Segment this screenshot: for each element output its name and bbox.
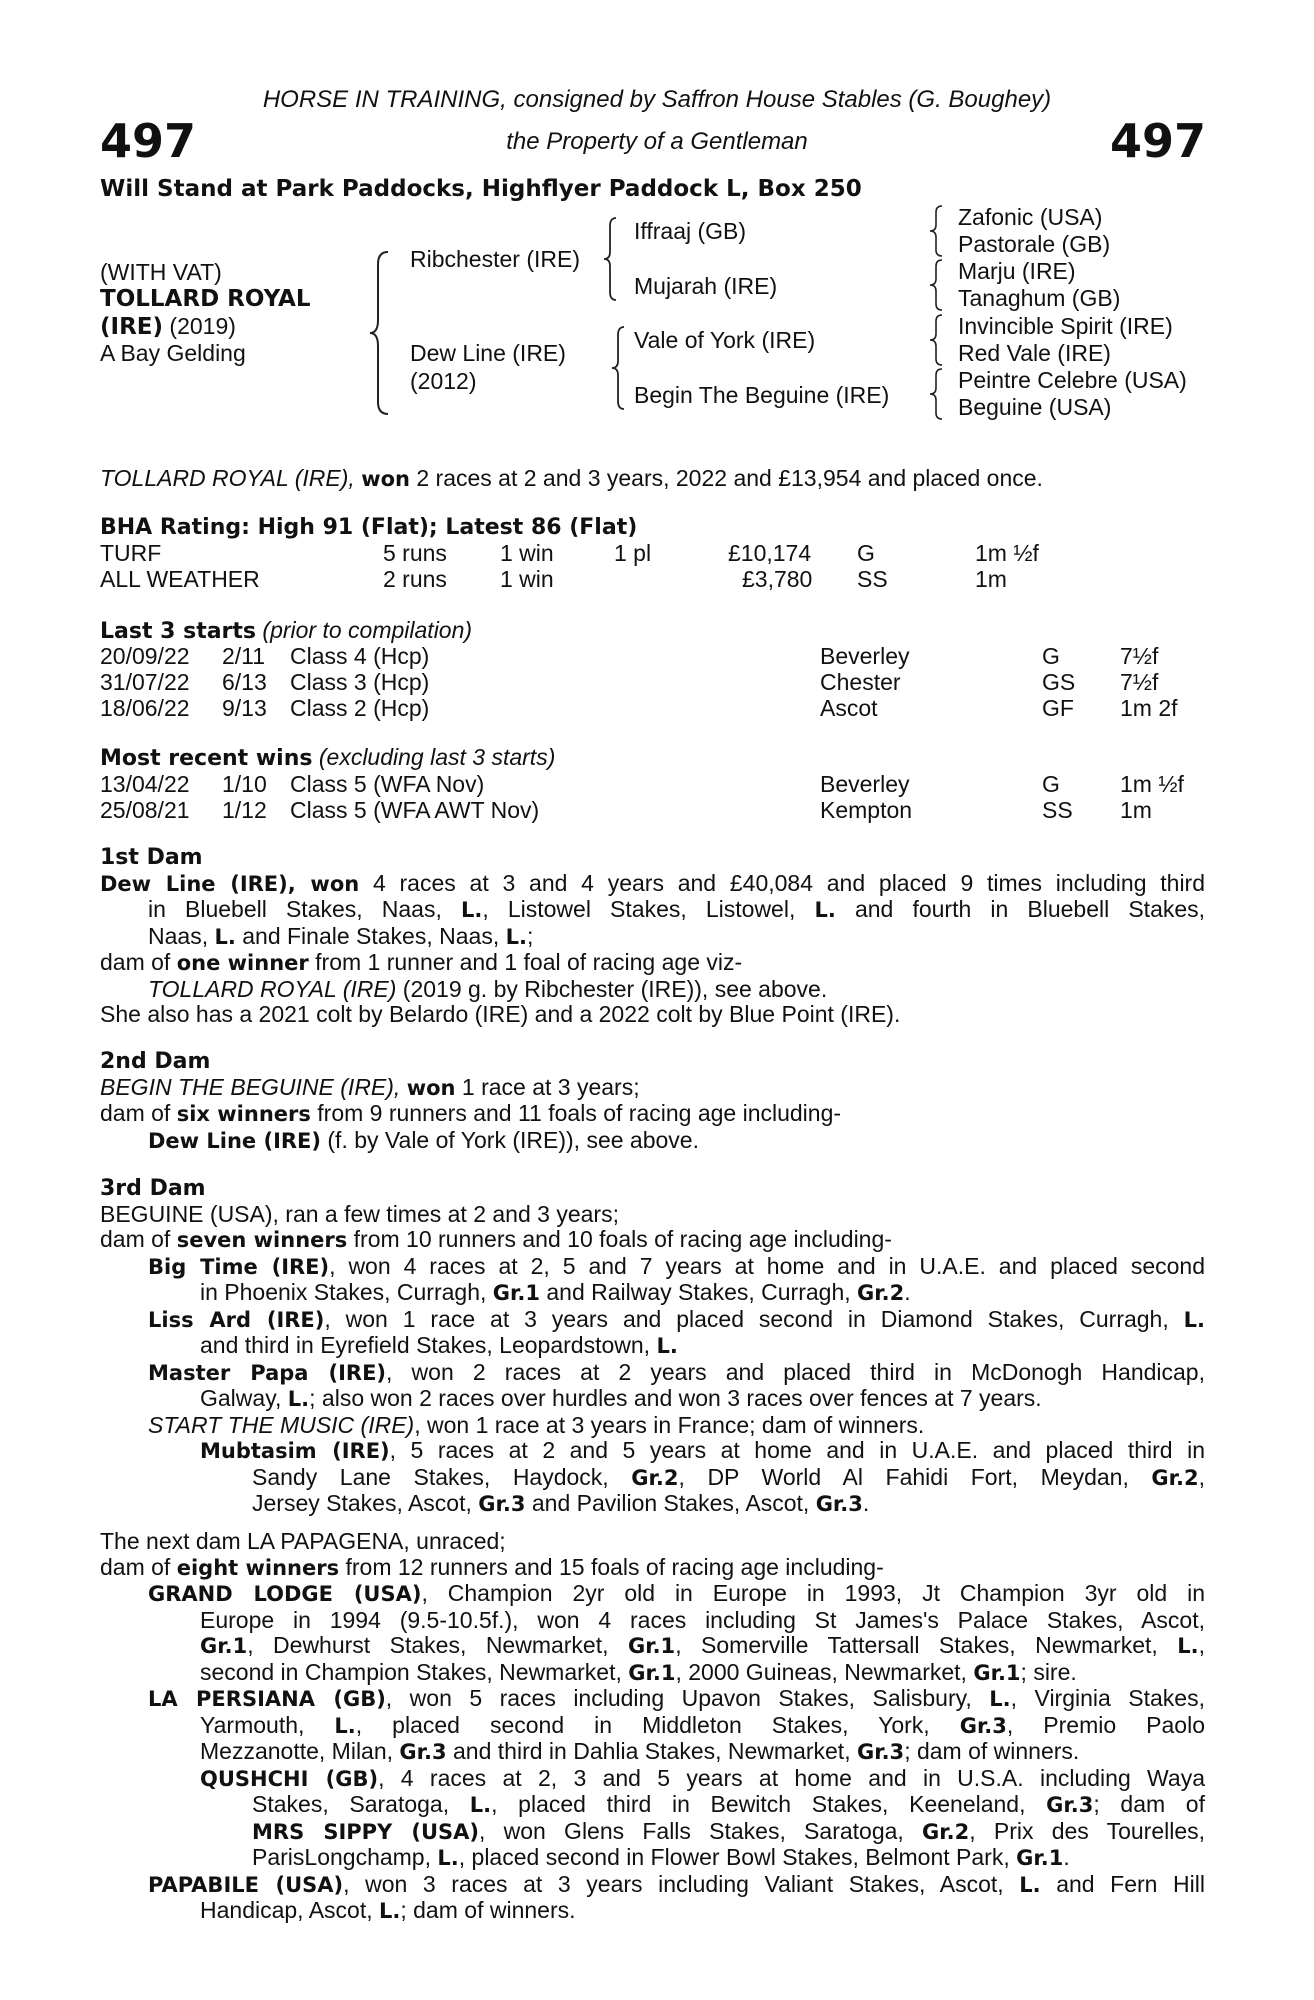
text: from 12 runners and 15 foals of racing age including- <box>345 1553 884 1580</box>
listed-mark: L. <box>469 1793 492 1817</box>
listed-mark: L. <box>214 924 236 949</box>
grandsire-1: Zafonic (USA) <box>958 204 1103 230</box>
progeny-name: LA PERSIANA (GB) <box>148 1687 386 1711</box>
win-course: Kempton <box>820 797 913 823</box>
progeny-name: Liss Ard (IRE) <box>148 1307 325 1332</box>
bha-rating-title: BHA Rating: High 91 (Flat); Latest 86 (Flat) <box>100 515 638 540</box>
text: in Bluebell Stakes, Naas, <box>148 896 442 922</box>
text: and Pavilion Stakes, Ascot, <box>531 1490 810 1516</box>
text: , Listowel Stakes, Listowel, <box>482 896 796 922</box>
la-persiana-line-1 <box>100 1686 1205 1713</box>
group-mark: Gr.1 <box>200 1634 248 1658</box>
start-going: GF <box>1042 695 1074 721</box>
group-mark: Gr.2 <box>1151 1465 1199 1490</box>
group-mark: Gr.2 <box>857 1281 905 1305</box>
text: ; dam of winners. <box>400 1897 576 1923</box>
second-dam-line-1 <box>100 1075 1205 1102</box>
text: and third in Eyrefield Stakes, Leopardstown, <box>200 1332 651 1358</box>
group-mark: Gr.3 <box>856 1740 905 1764</box>
rating-runs: 2 runs <box>383 566 447 592</box>
progeny-name: Master Papa (IRE) <box>148 1360 387 1385</box>
text: Stakes, Saratoga, <box>252 1791 450 1817</box>
first-dam-line-3 <box>100 924 1205 951</box>
win-race: Class 5 (WFA AWT Nov) <box>290 797 540 823</box>
summary-won: won <box>361 467 410 491</box>
papabile-line-2 <box>100 1898 1205 1925</box>
text: , Champion 2yr old in Europe in 1993, Jt Champion 3yr old in <box>421 1580 1205 1606</box>
progeny-name: Dew Line (IRE) <box>148 1128 321 1153</box>
sire-dam: Mujarah (IRE) <box>634 273 778 299</box>
rating-wins: 1 win <box>500 566 554 592</box>
progeny-name: PAPABILE (USA) <box>148 1872 344 1897</box>
listed-mark: L. <box>379 1899 401 1923</box>
horse-year: (2019) <box>169 313 236 339</box>
group-mark: Gr.1 <box>628 1660 676 1685</box>
win-date: 25/08/21 <box>100 797 190 823</box>
start-date: 31/07/22 <box>100 669 190 695</box>
text: and fourth in Bluebell Stakes, <box>854 896 1206 922</box>
text: and Fern Hill <box>1056 1870 1205 1897</box>
lot-number-left: 497 <box>100 114 197 168</box>
first-dam-section <box>100 845 1205 1028</box>
text: ; dam of winners. <box>904 1738 1080 1764</box>
text: (f. by Vale of York (IRE)), see above. <box>327 1126 699 1153</box>
text: dam of <box>100 1100 171 1126</box>
la-persiana-line-3 <box>100 1739 1205 1766</box>
second-dam-won: won <box>406 1075 456 1100</box>
vat-label: (WITH VAT) <box>100 259 222 285</box>
rating-wins: 1 win <box>500 540 554 566</box>
text: , placed second in Middleton Stakes, York, <box>355 1711 930 1738</box>
group-mark: Gr.3 <box>1046 1793 1094 1817</box>
second-dam-line-3 <box>100 1128 1205 1155</box>
first-dam-line-1: Dew Line (IRE), won 4 races at 3 and 4 years and £40,084 and placed 9 times including third <box>100 869 1206 896</box>
text: Galway, <box>200 1385 282 1411</box>
rating-surface: TURF <box>100 540 162 566</box>
grandsire-2: Marju (IRE) <box>958 258 1076 284</box>
grand-lodge-line-4 <box>100 1660 1205 1687</box>
first-dam-name: Dew Line (IRE) <box>100 871 288 896</box>
start-position: 6/13 <box>222 669 267 695</box>
rating-runs: 5 runs <box>383 540 447 566</box>
text: , Prix des Tourelles, <box>969 1817 1206 1844</box>
text: , Somerville Tattersall Stakes, Newmarket, <box>675 1632 1158 1658</box>
group-mark: Gr.1 <box>627 1634 676 1658</box>
master-papa-line-2 <box>100 1386 1205 1413</box>
first-dam-line-6: She also has a 2021 colt by Belardo (IRE) and a 2022 colt by Blue Point (IRE). <box>100 1001 901 1027</box>
rating-distance: 1m ½f <box>975 540 1039 566</box>
text: ; sire. <box>1020 1658 1077 1685</box>
group-mark: Gr.2 <box>631 1465 679 1490</box>
qushchi-line-1 <box>100 1766 1205 1793</box>
lot-number-right: 497 <box>1109 114 1206 168</box>
race-summary <box>100 465 1043 492</box>
sale-title: HORSE IN TRAINING, consigned by Saffron House Stables (G. Boughey) <box>262 86 1052 113</box>
location-line: Will Stand at Park Paddocks, Highflyer Paddock L, Box 250 <box>100 176 862 202</box>
papabile-line-1 <box>100 1872 1205 1899</box>
second-dam-section <box>100 1049 1205 1154</box>
recent-wins-note: (excluding last 3 starts) <box>318 744 556 770</box>
text: from 9 runners and 11 foals of racing age including- <box>317 1100 842 1126</box>
third-dam-line-2 <box>100 1227 1205 1254</box>
text: Sandy Lane Stakes, Haydock, <box>252 1463 609 1490</box>
progeny-name: Big Time (IRE) <box>148 1254 330 1279</box>
pedigree-brace-g3 <box>930 313 946 367</box>
win-course: Beverley <box>820 771 910 797</box>
third-dam-section <box>100 1176 1205 1518</box>
listed-mark: L. <box>460 898 483 922</box>
group-mark: Gr.2 <box>922 1819 970 1844</box>
recent-wins-title: Most recent wins <box>100 746 313 771</box>
sire-sire: Iffraaj (GB) <box>634 218 747 244</box>
text: dam of <box>100 1226 171 1252</box>
start-position: 2/11 <box>222 643 266 669</box>
pedigree-brace-sire <box>604 216 620 302</box>
mubtasim-line-2 <box>100 1465 1205 1492</box>
listed-mark: L. <box>989 1687 1011 1711</box>
dam-year: (2012) <box>410 368 477 394</box>
listed-mark: L. <box>1177 1634 1199 1658</box>
progeny-name: TOLLARD ROYAL (IRE) <box>148 975 397 1002</box>
start-distance: 7½f <box>1120 643 1159 669</box>
group-mark: Gr.3 <box>399 1740 447 1764</box>
listed-mark: L. <box>505 924 527 949</box>
text: . <box>904 1279 911 1305</box>
text: , won 2 races at 2 years and placed third in McDonogh Handicap, <box>386 1358 1205 1385</box>
text: from 1 runner and 1 foal of racing age viz- <box>315 949 743 975</box>
rating-placed: 1 pl <box>614 540 652 566</box>
group-mark: Gr.3 <box>815 1492 863 1516</box>
start-date: 18/06/22 <box>100 695 190 721</box>
text: Yarmouth, <box>200 1711 305 1738</box>
pedigree-brace-dam <box>612 325 628 411</box>
granddam-4: Beguine (USA) <box>958 394 1112 420</box>
text: , 2000 Guineas, Newmarket, <box>675 1658 967 1685</box>
progeny-name: Mubtasim (IRE) <box>200 1439 390 1463</box>
win-position: 1/12 <box>222 797 267 823</box>
text: , 5 races at 2 and 5 years at home and in U.A.E. and placed third in <box>389 1437 1205 1463</box>
winner-count: seven winners <box>176 1228 348 1252</box>
dam-name: Dew Line (IRE) <box>410 340 566 366</box>
first-dam-line-5 <box>100 977 1205 1003</box>
rating-prize: £10,174 <box>728 540 812 566</box>
winner-count: six winners <box>176 1102 311 1126</box>
start-race: Class 2 (Hcp) <box>290 695 430 721</box>
granddam-1: Pastorale (GB) <box>958 231 1111 257</box>
text: (2019 g. by Ribchester (IRE)), see above. <box>402 975 828 1002</box>
la-persiana-line-2 <box>100 1713 1205 1740</box>
text: , Dewhurst Stakes, Newmarket, <box>247 1632 609 1658</box>
text: , won 4 races at 2, 5 and 7 years at home and in U.A.E. and placed second <box>329 1252 1205 1279</box>
sire-name: Ribchester (IRE) <box>410 246 580 272</box>
grand-lodge-line-1 <box>100 1581 1205 1608</box>
text: ; dam of <box>1093 1791 1205 1817</box>
start-course: Beverley <box>820 643 910 669</box>
first-dam-heading: 1st Dam <box>100 845 203 870</box>
text: , won 1 race at 3 years in France; dam of winners. <box>414 1411 925 1438</box>
text: and third in Dahlia Stakes, Newmarket, <box>453 1738 851 1764</box>
start-distance: 7½f <box>1120 669 1159 695</box>
rating-distance: 1m <box>975 566 1007 592</box>
summary-horse-name: TOLLARD ROYAL (IRE), <box>100 465 355 491</box>
text: in Phoenix Stakes, Curragh, <box>200 1279 487 1305</box>
text: ; also won 2 races over hurdles and won 3 races over fences at 7 years. <box>309 1385 1042 1411</box>
mrs-sippy-line-1 <box>100 1819 1205 1846</box>
win-position: 1/10 <box>222 771 267 797</box>
text: , 4 races at 2, 3 and 5 years at home and in U.S.A. including Waya <box>378 1764 1205 1791</box>
grandsire-4: Peintre Celebre (USA) <box>958 367 1187 393</box>
listed-mark: L. <box>334 1713 356 1738</box>
win-going: G <box>1042 771 1060 797</box>
horse-description: A Bay Gelding <box>100 340 246 366</box>
win-distance: 1m <box>1120 797 1152 823</box>
start-distance: 1m 2f <box>1120 695 1178 721</box>
listed-mark: L. <box>287 1387 310 1411</box>
text: , Premio Paolo <box>1006 1711 1205 1738</box>
text: Jersey Stakes, Ascot, <box>252 1490 472 1516</box>
progeny-name: MRS SIPPY (USA) <box>252 1819 480 1844</box>
sale-subtitle: the Property of a Gentleman <box>506 128 808 155</box>
listed-mark: L. <box>656 1334 678 1358</box>
text: Naas, <box>148 922 209 949</box>
start-race: Class 4 (Hcp) <box>290 643 430 669</box>
last-starts-title: Last 3 starts <box>100 619 257 644</box>
second-dam-heading: 2nd Dam <box>100 1049 211 1074</box>
text: , DP World Al Fahidi Fort, Meydan, <box>678 1463 1129 1490</box>
group-mark: Gr.1 <box>492 1281 540 1305</box>
winner-count: one winner <box>176 951 309 975</box>
last-starts-heading <box>100 617 472 644</box>
first-dam-line-4 <box>100 950 1205 977</box>
next-dam-section <box>100 1529 1205 1925</box>
master-papa-line-1 <box>100 1360 1205 1387</box>
horse-name-suffix-line <box>100 313 236 340</box>
last-starts-note: (prior to compilation) <box>262 617 473 643</box>
start-going: G <box>1042 643 1060 669</box>
progeny-name: START THE MUSIC (IRE) <box>148 1411 415 1438</box>
win-race: Class 5 (WFA Nov) <box>290 771 485 797</box>
first-dam-text: 4 races at 3 and 4 years and £40,084 and placed 9 times including third <box>372 869 1206 896</box>
text: and Finale Stakes, Naas, <box>242 922 500 949</box>
third-dam-heading: 3rd Dam <box>100 1176 206 1201</box>
text: . <box>862 1490 870 1516</box>
liss-ard-line-2 <box>100 1333 1205 1360</box>
text: , won 5 races including Upavon Stakes, Salisbury, <box>385 1685 972 1711</box>
pedigree-brace-main <box>370 250 394 416</box>
liss-ard-line-1 <box>100 1307 1205 1334</box>
listed-mark: L. <box>814 898 836 922</box>
text: , won Glens Falls Stakes, Saratoga, <box>479 1817 904 1844</box>
start-course: Ascot <box>820 695 878 721</box>
start-position: 9/13 <box>222 695 267 721</box>
text: , won 3 races at 3 years including Valiant Stakes, Ascot, <box>343 1870 1004 1897</box>
qushchi-line-2 <box>100 1792 1205 1819</box>
start-the-music-line <box>100 1413 1205 1439</box>
group-mark: Gr.1 <box>1016 1846 1064 1870</box>
text: 1 race at 3 years; <box>461 1073 640 1100</box>
pedigree-brace-g1 <box>930 204 946 258</box>
big-time-line-2 <box>100 1280 1205 1307</box>
group-mark: Gr.3 <box>959 1713 1007 1738</box>
progeny-name: QUSHCHI (GB) <box>200 1766 379 1791</box>
granddam-3: Red Vale (IRE) <box>958 340 1111 366</box>
win-date: 13/04/22 <box>100 771 190 797</box>
text: Mezzanotte, Milan, <box>200 1738 394 1764</box>
progeny-name: GRAND LODGE (USA) <box>148 1582 422 1606</box>
rating-going: SS <box>857 566 888 592</box>
rating-surface: ALL WEATHER <box>100 566 260 592</box>
grand-lodge-line-3 <box>100 1633 1205 1660</box>
text: dam of <box>100 1553 171 1580</box>
horse-name: TOLLARD ROYAL <box>100 286 311 312</box>
mrs-sippy-line-2 <box>100 1845 1205 1872</box>
text: Handicap, Ascot, <box>200 1897 373 1923</box>
text: ; <box>526 922 534 949</box>
listed-mark: L. <box>1183 1307 1206 1332</box>
text: dam of <box>100 949 171 975</box>
text: and Railway Stakes, Curragh, <box>546 1279 851 1305</box>
start-race: Class 3 (Hcp) <box>290 669 430 695</box>
pedigree-brace-g4 <box>930 367 946 421</box>
first-dam-won: won <box>310 871 360 896</box>
next-dam-line-2 <box>100 1555 1205 1582</box>
text: . <box>1063 1844 1070 1870</box>
text: second in Champion Stakes, Newmarket, <box>200 1658 622 1685</box>
text: , Virginia Stakes, <box>1010 1685 1205 1711</box>
granddam-2: Tanaghum (GB) <box>958 285 1121 311</box>
second-dam-name: BEGIN THE BEGUINE (IRE), <box>100 1073 401 1100</box>
horse-country: (IRE) <box>100 314 164 340</box>
recent-wins-heading <box>100 744 555 771</box>
text: , <box>1198 1632 1206 1658</box>
listed-mark: L. <box>1019 1872 1041 1897</box>
grand-lodge-line-2: Europe in 1994 (9.5-10.5f.), won 4 races including St James's Palace Stakes, Ascot, <box>200 1606 1205 1633</box>
group-mark: Gr.3 <box>478 1492 526 1516</box>
text: , won 1 race at 3 years and placed second in Diamond Stakes, Curragh, <box>324 1305 1169 1332</box>
pedigree-brace-g2 <box>930 258 946 312</box>
next-dam-line-1: The next dam LA PAPAGENA, unraced; <box>100 1528 506 1554</box>
first-dam-line-2 <box>100 897 1205 924</box>
text: , <box>1198 1463 1206 1490</box>
group-mark: Gr.1 <box>973 1660 1021 1685</box>
third-dam-line-1: BEGUINE (USA), ran a few times at 2 and 3 years; <box>100 1200 619 1227</box>
win-distance: 1m ½f <box>1120 771 1184 797</box>
listed-mark: L. <box>437 1846 459 1870</box>
text: ParisLongchamp, <box>252 1844 431 1870</box>
start-date: 20/09/22 <box>100 643 190 669</box>
big-time-line-1 <box>100 1254 1205 1281</box>
summary-text: 2 races at 2 and 3 years, 2022 and £13,954 and placed once. <box>416 465 1043 491</box>
mubtasim-line-3 <box>100 1491 1205 1518</box>
dam-sire: Vale of York (IRE) <box>634 327 816 353</box>
start-course: Chester <box>820 669 901 695</box>
mubtasim-line-1 <box>100 1438 1205 1465</box>
dam-dam: Begin The Beguine (IRE) <box>634 382 890 408</box>
grandsire-3: Invincible Spirit (IRE) <box>958 313 1173 339</box>
rating-going: G <box>857 540 875 566</box>
rating-prize: £3,780 <box>742 566 813 592</box>
second-dam-line-2 <box>100 1101 1205 1128</box>
text: from 10 runners and 10 foals of racing age including- <box>353 1226 892 1252</box>
winner-count: eight winners <box>176 1555 340 1580</box>
win-going: SS <box>1042 797 1073 823</box>
start-going: GS <box>1042 669 1076 695</box>
text: , placed second in Flower Bowl Stakes, Belmont Park, <box>458 1844 1010 1870</box>
text: , placed third in Bewitch Stakes, Keeneland, <box>491 1791 1026 1817</box>
